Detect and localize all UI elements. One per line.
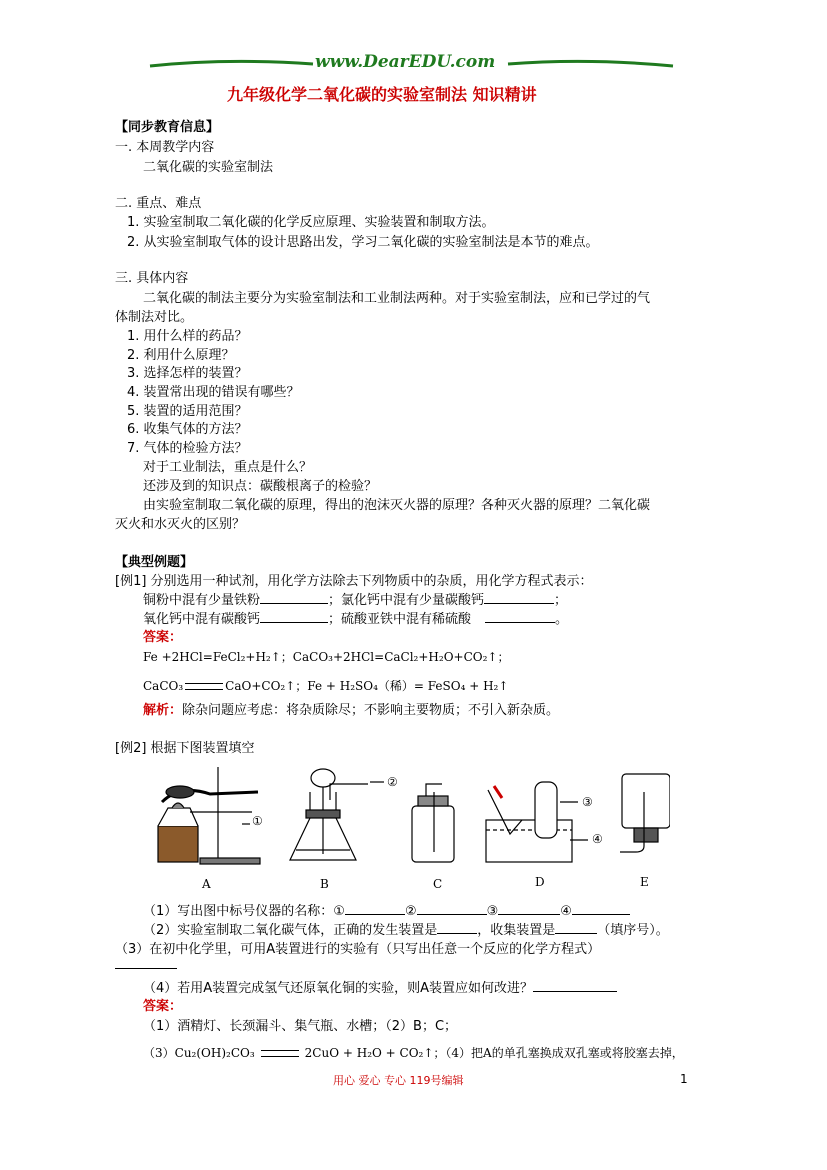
fig-label-e: E	[640, 875, 649, 889]
example1-eq2b: CaO+CO₂↑；Fe + H₂SO₄（稀）= FeSO₄ + H₂↑	[225, 679, 509, 693]
example2-ans3	[143, 1044, 684, 1061]
example1-analysis-text: 除杂问题应考虑：将杂质除尽；不影响主要物质；不引入新杂质。	[182, 703, 560, 718]
s3-heading: 三. 具体内容	[115, 271, 189, 286]
blank-fill[interactable]	[345, 914, 405, 915]
s3-item-7: 7. 气体的检验方法？	[127, 441, 248, 456]
s2-heading: 二. 重点、难点	[115, 196, 202, 211]
s3-intro-1: 二氧化碳的制法主要分为实验室制法和工业制法两种。对于实验室制法，应和已学过的气	[143, 291, 651, 306]
s3-item-4: 4. 装置常出现的错误有哪些？	[127, 385, 300, 400]
example1-analysis-label: 解析：	[143, 703, 183, 718]
s2-item-1: 1. 实验室制取二氧化碳的化学反应原理、实验装置和制取方法。	[127, 215, 495, 230]
example1-line2b: ；硫酸亚铁中混有稀硫酸	[328, 612, 472, 627]
apparatus-e	[620, 774, 670, 852]
blank-fill[interactable]	[485, 622, 555, 623]
s3-intro-2: 体制法对比。	[115, 310, 194, 325]
blank-fill[interactable]	[572, 914, 630, 915]
blank-fill[interactable]	[260, 622, 328, 623]
page-number: 1	[680, 1072, 688, 1086]
example2-q1a: （1）写出图中标号仪器的名称：①	[143, 904, 345, 919]
s3-item-5: 5. 装置的适用范围？	[127, 404, 248, 419]
example1-question: [例1] 分别选用一种试剂，用化学方法除去下列物质中的杂质，用化学方程式表示：	[115, 574, 593, 589]
example1-eq2	[143, 677, 508, 694]
example2-ans3a: （3）Cu₂(OH)₂CO₃	[143, 1046, 255, 1060]
example1-answer-label: 答案：	[143, 630, 183, 645]
s3-extra-2: 还涉及到的知识点：碳酸根离子的检验？	[143, 479, 378, 494]
header-swoosh	[148, 54, 678, 76]
s3-extra-3b: 灭火和水灭火的区别？	[115, 517, 246, 532]
example2-ans1: （1）酒精灯、长颈漏斗、集气瓶、水槽；（2）B；C；	[143, 1019, 458, 1034]
page-title: 九年级化学二氧化碳的实验室制法 知识精讲	[227, 85, 537, 104]
s3-item-2: 2. 利用什么原理？	[127, 348, 235, 363]
site-banner: www.DearEDU.com	[315, 52, 496, 72]
example2-question: [例2] 根据下图装置填空	[115, 741, 255, 756]
s3-item-6: 6. 收集气体的方法？	[127, 422, 248, 437]
s2-item-2: 2. 从实验室制取气体的设计思路出发，学习二氧化碳的实验室制法是本节的难点。	[127, 235, 599, 250]
apparatus-a	[158, 767, 260, 864]
example2-q2b: ，收集装置是	[477, 923, 556, 938]
example2-answer-label: 答案：	[143, 999, 183, 1014]
example1-line1	[143, 589, 567, 608]
blank-fill[interactable]	[437, 933, 477, 934]
s3-extra-3a: 由实验室制取二氧化碳的原理，得出的泡沫灭火器的原理？各种灭火器的原理？二氧化碳	[143, 498, 651, 513]
example1-line2c: 。	[555, 612, 569, 627]
s3-extra-1: 对于工业制法，重点是什么？	[143, 460, 313, 475]
fig-label-d: D	[535, 875, 545, 889]
blank-fill[interactable]	[555, 933, 597, 934]
example2-q1d: ④	[560, 904, 572, 919]
example1-analysis	[143, 699, 559, 718]
example1-eq2a: CaCO₃	[143, 679, 184, 693]
example2-q2	[143, 919, 669, 938]
example1-line2	[143, 608, 568, 627]
wooden-block	[158, 826, 198, 862]
example2-q4-text: （4）若用A装置完成氢气还原氧化铜的实验，则A装置应如何改进？	[143, 981, 534, 996]
example2-q1b: ②	[404, 904, 417, 919]
example1-line1a: 铜粉中混有少量铁粉	[143, 593, 261, 608]
reaction-equals-sign	[261, 1050, 299, 1057]
example2-q1	[143, 900, 630, 919]
fig-label-a: A	[202, 877, 211, 891]
callout-3: ③	[582, 795, 593, 809]
apparatus-b	[290, 769, 368, 860]
apparatus-d	[486, 782, 572, 862]
callout-4: ④	[592, 832, 603, 846]
callout-1: ①	[252, 814, 263, 828]
blank-fill[interactable]	[533, 991, 617, 992]
example1-eq1: Fe +2HCl=FeCl₂+H₂↑；CaCO₃+2HCl=CaCl₂+H₂O+CO₂↑；	[143, 650, 510, 664]
blank-fill[interactable]	[417, 914, 487, 915]
reaction-equals-sign	[185, 683, 223, 690]
blank-fill[interactable]	[115, 968, 177, 969]
examples-heading: 【典型例题】	[115, 555, 194, 570]
example2-q3-blank	[115, 958, 177, 973]
s1-body: 二氧化碳的实验室制法	[143, 160, 274, 175]
apparatus-c	[412, 784, 454, 862]
callout-2: ②	[387, 775, 398, 789]
apparatus-figure	[150, 762, 670, 892]
example2-q1c: ③	[486, 904, 499, 919]
example1-line2a: 氧化钙中混有碳酸钙	[143, 612, 261, 627]
blank-fill[interactable]	[484, 603, 554, 604]
s1-heading: 一. 本周教学内容	[115, 140, 215, 155]
example2-q2c: （填序号）。	[597, 923, 669, 938]
blank-fill[interactable]	[260, 603, 328, 604]
example1-line1b: ；氯化钙中混有少量碳酸钙	[328, 593, 485, 608]
sync-info-heading: 【同步教育信息】	[115, 120, 220, 135]
fig-label-c: C	[433, 877, 443, 891]
example2-q2a: （2）实验室制取二氧化碳气体，正确的发生装置是	[143, 923, 438, 938]
example2-q3: （3）在初中化学里，可用A装置进行的实验有（只写出任意一个反应的化学方程式）	[115, 942, 601, 957]
fig-label-b: B	[320, 877, 329, 891]
s3-item-1: 1. 用什么样的药品？	[127, 329, 248, 344]
example2-q4	[143, 977, 617, 996]
s3-item-3: 3. 选择怎样的装置？	[127, 366, 248, 381]
blank-fill[interactable]	[498, 914, 560, 915]
example1-line1c: ；	[554, 593, 568, 608]
example2-ans3b: 2CuO + H₂O + CO₂↑；（4）把A的单孔塞换成双孔塞或将胶塞去掉，	[304, 1046, 684, 1060]
footer-text: 用心 爱心 专心 119号编辑	[333, 1074, 464, 1087]
